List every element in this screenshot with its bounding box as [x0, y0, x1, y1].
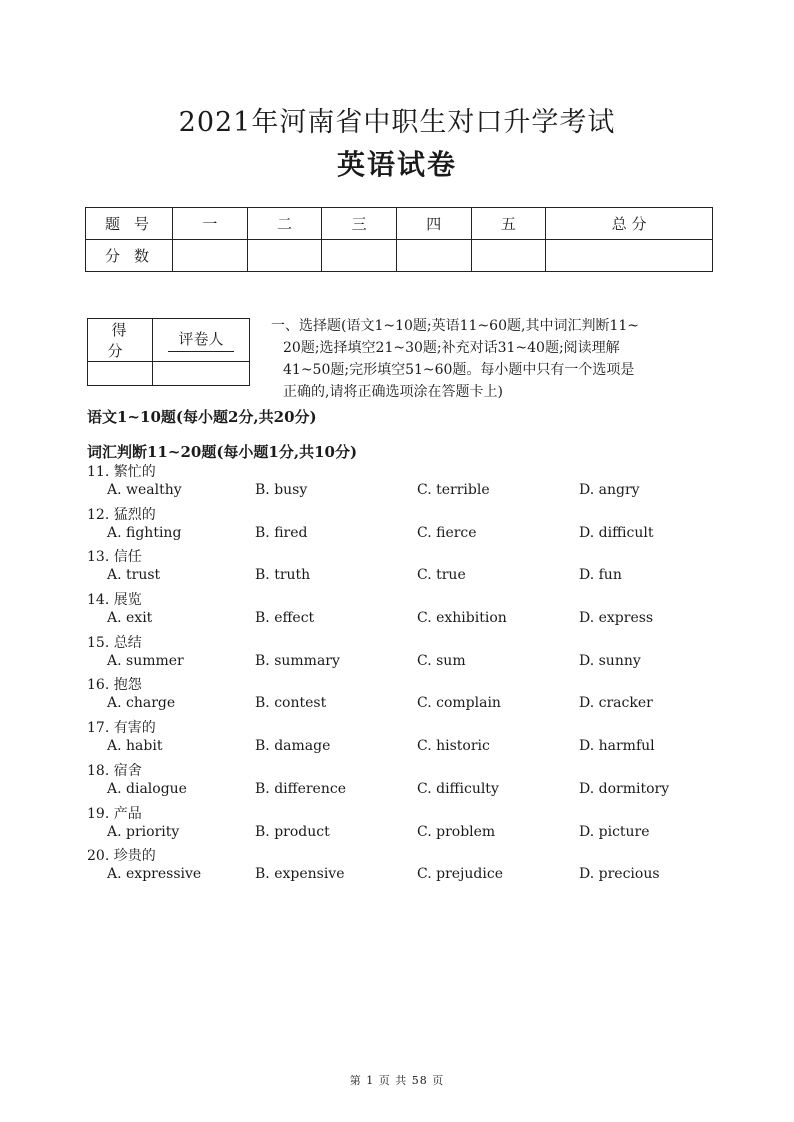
question-15: [87, 632, 727, 675]
score-table: [85, 207, 713, 272]
question-number-label: 题号: [86, 208, 173, 240]
option-a: A. fighting: [107, 524, 182, 541]
instructions-line-1: 一、选择题(语文1~10题;英语11~60题,其中词汇判断11~: [271, 318, 639, 334]
score-table-header-row: [86, 208, 713, 240]
question-20: [87, 845, 727, 888]
option-b: B. product: [255, 823, 330, 840]
option-d: D. difficult: [579, 524, 654, 541]
option-b: B. truth: [255, 567, 311, 584]
question-stem: 12. 猛烈的: [87, 506, 156, 523]
section-column-1: 一: [173, 208, 248, 240]
section-column-3: 三: [322, 208, 397, 240]
option-c: C. fierce: [417, 524, 477, 541]
question-13: [87, 546, 727, 589]
option-a: A. charge: [107, 695, 176, 712]
question-list: [87, 461, 727, 888]
question-stem: 19. 产品: [87, 805, 142, 822]
chinese-section-heading: 语文1~10题(每小题2分,共20分): [87, 408, 317, 426]
option-c: C. sum: [417, 652, 466, 669]
option-b: B. effect: [255, 610, 315, 627]
option-d: D. fun: [579, 567, 622, 584]
option-c: C. historic: [417, 738, 490, 755]
option-b: B. summary: [255, 652, 340, 669]
question-12: [87, 504, 727, 547]
option-b: B. fired: [255, 524, 308, 541]
grader-score-label: 得 分: [88, 319, 153, 362]
option-b: B. contest: [255, 695, 327, 712]
option-c: C. problem: [417, 823, 496, 840]
option-c: C. prejudice: [417, 866, 503, 883]
score-cell-1[interactable]: [173, 240, 248, 272]
option-d: D. dormitory: [579, 780, 670, 797]
option-c: C. terrible: [417, 482, 490, 498]
question-stem: 14. 展览: [87, 592, 142, 609]
option-d: D. harmful: [579, 738, 655, 755]
score-cell-2[interactable]: [247, 240, 322, 272]
grader-name-label: 评卷人: [153, 319, 250, 362]
question-stem: 11. 繁忙的: [87, 464, 156, 480]
question-stem: 17. 有害的: [87, 720, 156, 737]
option-a: A. wealthy: [107, 482, 182, 498]
exam-subtitle: 英语试卷: [336, 148, 457, 181]
option-b: B. busy: [255, 482, 308, 498]
option-c: C. difficulty: [417, 780, 499, 797]
instructions-line-2: 20题;选择填空21~30题;补充对话31~40题;阅读理解: [283, 340, 620, 356]
grader-name-cell[interactable]: [153, 362, 250, 386]
vocab-section-heading: 词汇判断11~20题(每小题1分,共10分): [87, 443, 358, 461]
score-table-score-row: [86, 240, 713, 272]
option-c: C. complain: [417, 695, 501, 712]
question-19: [87, 803, 727, 846]
score-cell-total[interactable]: [546, 240, 713, 272]
section-instructions: [271, 315, 711, 403]
section-column-2: 二: [247, 208, 322, 240]
question-stem: 18. 宿舍: [87, 762, 142, 779]
option-d: D. cracker: [579, 695, 653, 712]
option-d: D. sunny: [579, 652, 641, 669]
option-a: A. priority: [107, 823, 180, 840]
score-label: 分数: [86, 240, 173, 272]
option-c: C. true: [417, 567, 466, 584]
option-b: B. damage: [255, 738, 331, 755]
question-stem: 15. 总结: [87, 634, 142, 651]
instructions-line-3: 41~50题;完形填空51~60题。每小题中只有一个选项是: [283, 362, 635, 378]
question-14: [87, 589, 727, 632]
option-c: C. exhibition: [417, 610, 507, 627]
question-17: [87, 717, 727, 760]
option-a: A. summer: [107, 652, 184, 669]
section-column-4: 四: [396, 208, 471, 240]
grader-box: [87, 318, 250, 386]
page-footer: 第 1 页 共 58 页: [349, 1074, 445, 1087]
score-cell-4[interactable]: [396, 240, 471, 272]
question-stem: 13. 信任: [87, 549, 142, 566]
section-column-5: 五: [471, 208, 546, 240]
option-a: A. expressive: [107, 866, 202, 883]
option-d: D. picture: [579, 823, 650, 840]
question-stem: 16. 抱怨: [87, 677, 142, 694]
option-a: A. habit: [107, 738, 163, 755]
total-column: 总 分: [546, 208, 713, 240]
option-b: B. expensive: [255, 866, 345, 883]
option-a: A. trust: [107, 567, 161, 584]
question-18: [87, 760, 727, 803]
option-b: B. difference: [255, 780, 346, 797]
score-cell-5[interactable]: [471, 240, 546, 272]
option-a: A. exit: [107, 610, 153, 627]
option-d: D. precious: [579, 866, 660, 883]
question-11: [87, 461, 727, 504]
question-16: [87, 674, 727, 717]
option-d: D. angry: [579, 482, 640, 498]
exam-title: 2021年河南省中职生对口升学考试: [178, 107, 616, 138]
grader-score-cell[interactable]: [88, 362, 153, 386]
option-a: A. dialogue: [107, 780, 187, 797]
score-cell-3[interactable]: [322, 240, 397, 272]
instructions-line-4: 正确的,请将正确选项涂在答题卡上): [283, 384, 503, 400]
question-stem: 20. 珍贵的: [87, 848, 156, 865]
option-d: D. express: [579, 610, 654, 627]
